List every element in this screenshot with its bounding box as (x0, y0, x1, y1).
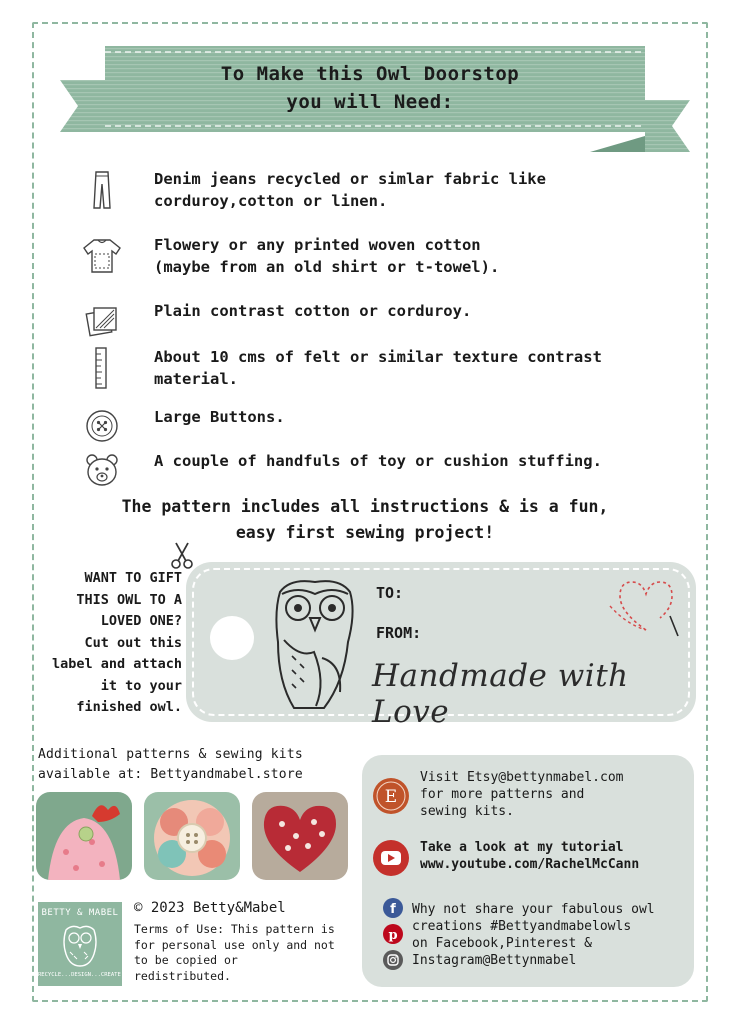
terms-line: Terms of Use: This pattern is (134, 922, 335, 936)
material-text (154, 168, 674, 212)
social-line: Instagram@Bettynmabel (412, 953, 577, 968)
tagline-line2: easy first sewing project! (235, 523, 495, 542)
tag-from-label: FROM: (376, 624, 422, 642)
material-line: Large Buttons. (154, 408, 285, 426)
material-text (154, 450, 674, 472)
gift-line: LOVED ONE? (100, 613, 182, 629)
gift-line: WANT TO GIFT (84, 570, 182, 586)
logo-owl-icon (60, 922, 100, 968)
product-photo-flower (144, 792, 240, 880)
logo-name: BETTY & MABEL (41, 908, 119, 918)
gift-line: label and attach (51, 656, 182, 672)
etsy-line: Visit Etsy@bettynmabel.com (420, 770, 624, 785)
title-banner (60, 40, 690, 152)
terms-of-use (134, 922, 360, 984)
jeans-icon (80, 168, 124, 212)
terms-line: for personal use only and not (134, 937, 335, 952)
additional-line2: available at: Bettyandmabel.store (38, 767, 303, 782)
gift-line: finished owl. (76, 699, 182, 715)
material-line: (maybe from an old shirt or t-towel). (154, 258, 500, 276)
etsy-icon[interactable] (372, 777, 410, 815)
material-line: About 10 cms of felt or similar texture contrast (154, 348, 602, 366)
banner-title-line2: you will Need: (286, 91, 454, 113)
material-text (154, 406, 674, 428)
material-line: Denim jeans recycled or simlar fabric like (154, 170, 546, 188)
additional-patterns-text (38, 745, 358, 785)
terms-line: to be copied or (134, 953, 238, 967)
material-line: Flowery or any printed woven cotton (154, 236, 481, 254)
product-photo-hen (36, 792, 132, 880)
etsy-line: for more patterns and (420, 787, 585, 802)
tagline-line1: The pattern includes all instructions & is a fun, (121, 497, 609, 516)
fabric-squares-icon (80, 300, 124, 344)
etsy-letter: E (384, 787, 398, 807)
flower-pincushion-image (144, 792, 240, 880)
copyright-text: © 2023 Betty&Mabel (134, 900, 286, 916)
svg-text:p: p (388, 928, 398, 943)
teddy-bear-icon (80, 450, 124, 494)
tagline (60, 494, 670, 546)
youtube-line: Take a look at my tutorial (420, 840, 624, 855)
social-line: on Facebook,Pinterest & (412, 936, 593, 951)
owl-illustration-icon (270, 572, 360, 712)
heart-cushion-image (252, 792, 348, 880)
material-line: A couple of handfuls of toy or cushion stuffing. (154, 452, 602, 470)
gift-line: it to your (100, 677, 182, 694)
logo-tagline: RECYCLE...DESIGN...CREATE... (38, 972, 131, 978)
material-line: corduroy,cotton or linen. (154, 192, 388, 210)
scissors-icon (168, 540, 196, 570)
gift-tag (186, 562, 696, 730)
hen-doorstop-image (36, 792, 132, 880)
button-icon (80, 406, 124, 450)
terms-line: redistributed. (134, 968, 231, 983)
material-text (154, 234, 674, 278)
etsy-link-text[interactable] (420, 769, 624, 820)
facebook-icon[interactable] (382, 897, 404, 919)
etsy-line: sewing kits. (420, 804, 514, 819)
instagram-icon[interactable] (382, 949, 404, 971)
banner-title-line1: To Make this Owl Doorstop (220, 63, 520, 85)
additional-line1: Additional patterns & sewing kits (38, 747, 303, 762)
pinterest-icon[interactable] (382, 923, 404, 945)
tag-to-label: TO: (376, 584, 404, 602)
tag-handmade-script: Handmade with Love (372, 658, 629, 730)
social-line: Why not share your fabulous owl (412, 902, 655, 917)
links-panel (362, 755, 694, 987)
material-line: Plain contrast cotton or corduroy. (154, 302, 472, 320)
ruler-icon (80, 346, 124, 390)
youtube-icon[interactable] (372, 839, 410, 877)
material-line: material. (154, 370, 238, 388)
material-text (154, 300, 674, 322)
youtube-link-text[interactable] (420, 839, 639, 873)
product-photo-heart (252, 792, 348, 880)
social-line: creations #Bettyandmabelowls (412, 919, 632, 934)
svg-text:f: f (390, 902, 396, 917)
shirt-icon (80, 234, 124, 278)
material-text (154, 346, 674, 390)
betty-mabel-logo (38, 902, 131, 986)
social-share-text (412, 901, 655, 969)
gift-line: Cut out this (84, 634, 182, 651)
youtube-line: www.youtube.com/RachelMcCann (420, 857, 640, 872)
gift-line: THIS OWL TO A (76, 591, 182, 608)
banner-title (170, 60, 570, 116)
heart-needle-icon (606, 572, 686, 642)
gift-tag-hole (210, 616, 254, 660)
gift-instructions (40, 568, 182, 719)
